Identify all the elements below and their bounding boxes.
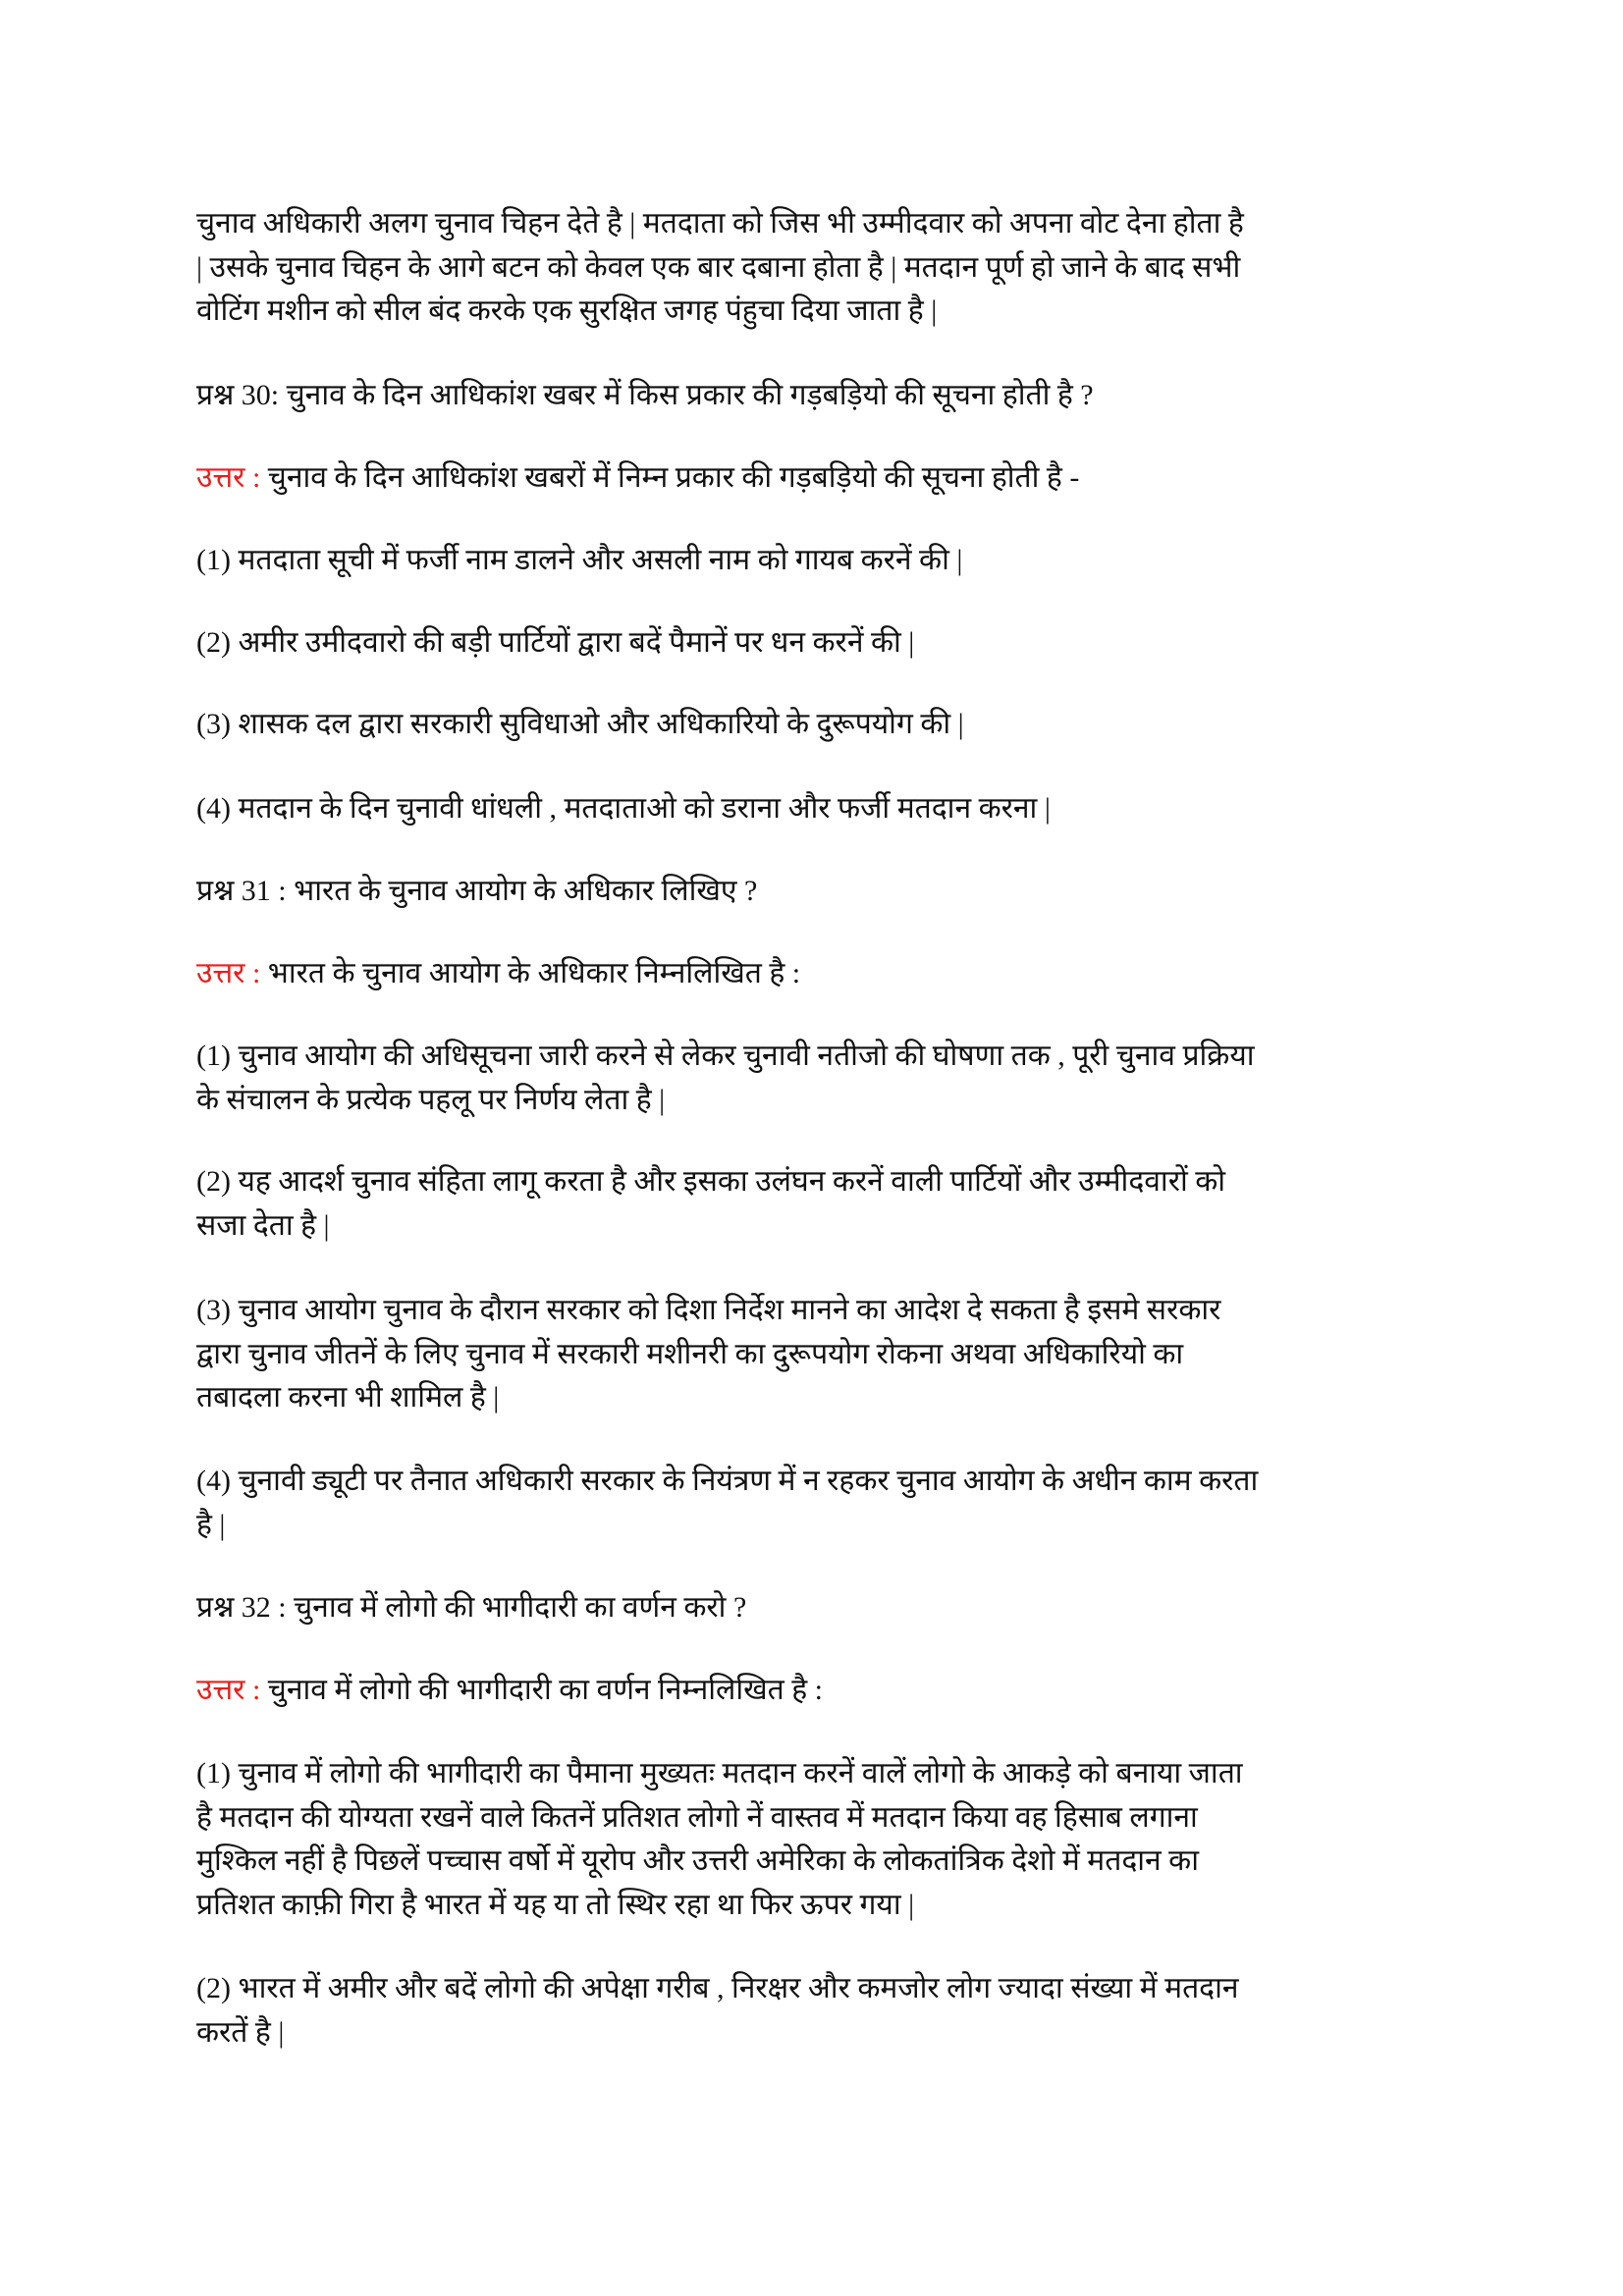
q31-item-1 (196, 1035, 1255, 1122)
text-line: है | (196, 1508, 226, 1541)
text-line: तबादला करना भी शामिल है | (196, 1381, 500, 1414)
text-line: करतें है | (196, 2015, 285, 2049)
q30-item-1: (1) मतदाता सूची में फर्जी नाम डालने और असली नाम को गायब करनें की | (196, 544, 963, 576)
q32-item-2 (196, 1967, 1239, 2055)
intro-paragraph (196, 202, 1244, 334)
q30-item-3: (3) शासक दल द्वारा सरकारी सुविधाओ और अधिकारियो के दुरूपयोग की | (196, 708, 964, 740)
answer-31 (196, 952, 800, 996)
answer-label: उत्तर : (196, 957, 261, 989)
text-line: द्वारा चुनाव जीतनें के लिए चुनाव में सरकारी मशीनरी का दुरूपयोग रोकना अथवा अधिकारियो का (196, 1337, 1184, 1370)
text-line: (2) भारत में अमीर और बदें लोगो की अपेक्षा गरीब , निरक्षर और कमजोर लोग ज्यादा संख्या में मतदान (196, 1972, 1239, 2004)
text-line: प्रतिशत काफ़ी गिरा है भारत में यह या तो स्थिर रहा था फिर ऊपर गया | (196, 1888, 915, 1921)
text-line: के संचालन के प्रत्येक पहलू पर निर्णय लेता है | (196, 1083, 666, 1116)
question-30: प्रश्न 30: चुनाव के दिन आधिकांश खबर में किस प्रकार की गड़बड़ियो की सूचना होती है ? (196, 379, 1094, 411)
text-line: (4) चुनावी ड्यूटी पर तैनात अधिकारी सरकार के नियंत्रण में न रहकर चुनाव आयोग के अधीन काम करता (196, 1465, 1259, 1497)
text-line: (3) चुनाव आयोग चुनाव के दौरान सरकार को दिशा निर्देश मानने का आदेश दे सकता है इसमे सरकार (196, 1294, 1221, 1326)
text-line: वोटिंग मशीन को सील बंद करके एक सुरक्षित जगह पंहुचा दिया जाता है | (196, 294, 938, 327)
question-31: प्रश्न 31 : भारत के चुनाव आयोग के अधिकार लिखिए ? (196, 875, 758, 907)
text-line: | उसके चुनाव चिहन के आगे बटन को केवल एक बार दबाना होता है | मतदान पूर्ण हो जाने के बाद सभी (196, 250, 1241, 284)
q31-item-2 (196, 1160, 1225, 1248)
answer-text: चुनाव के दिन आधिकांश खबरों में निम्न प्रकार की गड़बड़ियो की सूचना होती है - (260, 461, 1080, 494)
q30-item-2: (2) अमीर उमीदवारो की बड़ी पार्टियों द्वारा बदें पैमानें पर धन करनें की | (196, 626, 915, 659)
q31-item-4 (196, 1460, 1258, 1547)
answer-32 (196, 1669, 823, 1713)
answer-text: भारत के चुनाव आयोग के अधिकार निम्नलिखित है : (260, 957, 801, 989)
text-line: मुश्किल नहीं है पिछलें पच्चास वर्षो में यूरोप और उत्तरी अमेरिका के लोकतांत्रिक देशो में मतदान का (196, 1844, 1199, 1877)
text-line: (2) यह आदर्श चुनाव संहिता लागू करता है और इसका उलंघन करनें वाली पार्टियों और उम्मीदवारों को (196, 1165, 1226, 1198)
q31-item-3 (196, 1289, 1220, 1420)
answer-text: चुनाव में लोगो की भागीदारी का वर्णन निम्नलिखित है : (260, 1674, 824, 1706)
text-line: सजा देता है | (196, 1208, 330, 1242)
question-32: प्रश्न 32 : चुनाव में लोगो की भागीदारी का वर्णन करो ? (196, 1591, 747, 1624)
text-line: (1) चुनाव में लोगो की भागीदारी का पैमाना मुख्यतः मतदान करनें वालें लोगो के आकड़े को बनाया जाता (196, 1757, 1243, 1789)
answer-label: उत्तर : (196, 1674, 261, 1706)
answer-label: उत्तर : (196, 461, 261, 494)
answer-30 (196, 456, 1079, 501)
text-line: चुनाव अधिकारी अलग चुनाव चिहन देते है | मतदाता को जिस भी उम्मीदवार को अपना वोट देना होता है (196, 207, 1244, 240)
text-line: (1) चुनाव आयोग की अधिसूचना जारी करने से लेकर चुनावी नतीजो की घोषणा तक , पूरी चुनाव प्रक्रिया (196, 1040, 1255, 1072)
text-line: है मतदान की योग्यता रखनें वाले कितनें प्रतिशत लोगो नें वास्तव में मतदान किया वह हिसाब लगाना (196, 1800, 1198, 1834)
q32-item-1 (196, 1752, 1243, 1927)
q30-item-4: (4) मतदान के दिन चुनावी धांधली , मतदाताओ को डराना और फर्जी मतदान करना | (196, 792, 1051, 825)
